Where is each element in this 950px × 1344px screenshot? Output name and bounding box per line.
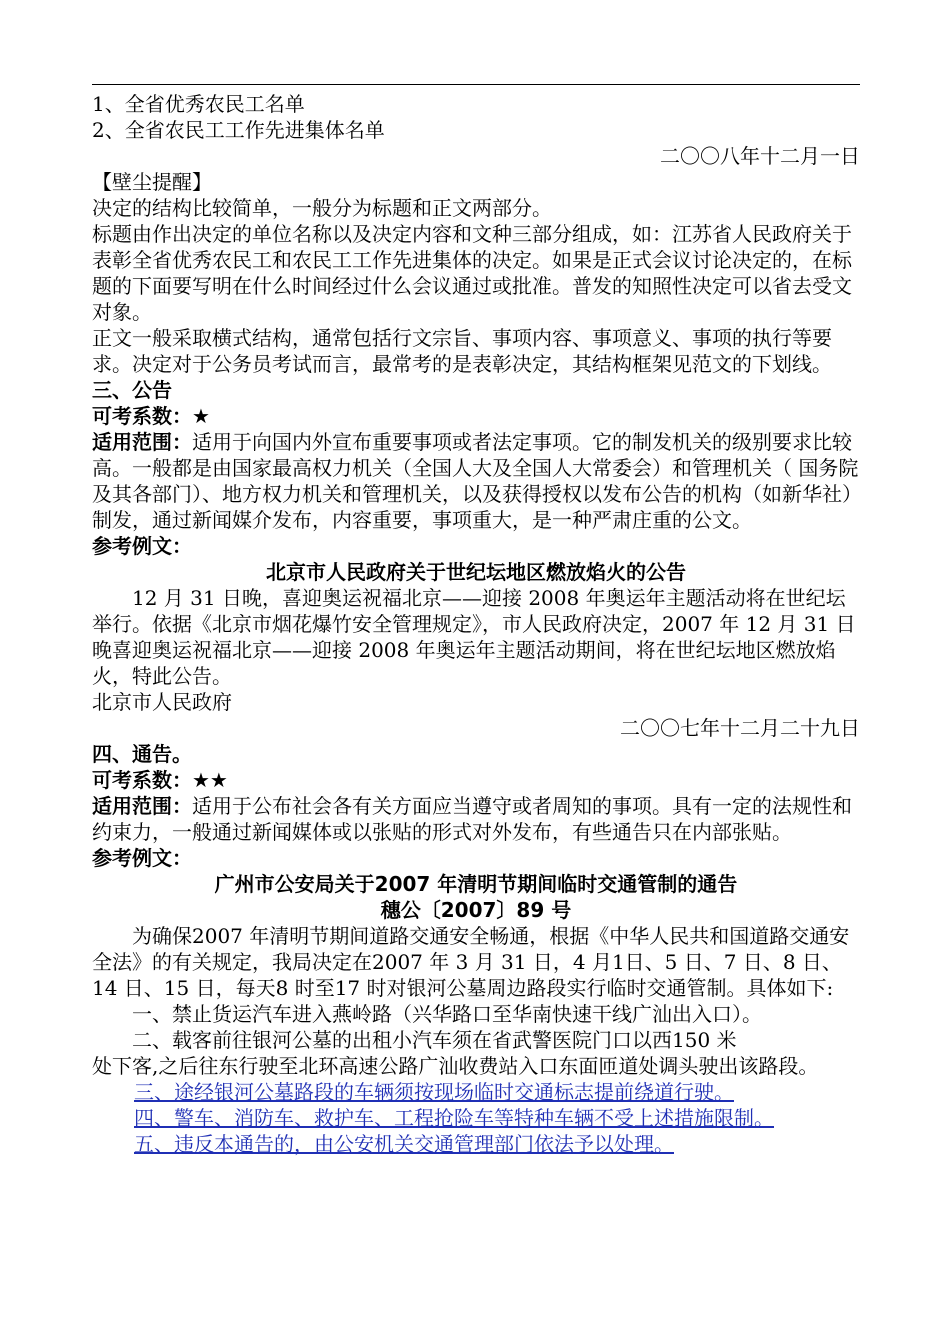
- scope-paragraph: [92, 429, 860, 533]
- coefficient-line: [92, 403, 860, 429]
- section-title: 三、公告: [92, 378, 172, 402]
- scope-text: 适用于公布社会各有关方面应当遵守或者周知的事项。具有一定的法规性和约束力，一般通过新闻媒体或以张贴的形式对外发布，有些通告只在内部张贴。: [92, 794, 852, 844]
- coefficient-label: 可考系数：: [92, 404, 192, 428]
- example-doc-title: 北京市人民政府关于世纪坛地区燃放焰火的公告: [266, 560, 686, 584]
- section-title: 四、通告。: [92, 742, 192, 766]
- decision-date: 二〇〇八年十二月一日: [660, 144, 860, 168]
- measure-item: 一、禁止货运汽车进入燕岭路（兴华路口至华南快速干线广汕出入口）。: [132, 1002, 762, 1026]
- reminder-paragraph: 正文一般采取横式结构，通常包括行文宗旨、事项内容、事项意义、事项的执行等要求。决定对于公务员考试而言，最常考的是表彰决定，其结构框架见范文的下划线。: [92, 326, 832, 376]
- scope-text: 适用于向国内外宣布重要事项或者法定事项。它的制发机关的级别要求比较高。一般都是由国家最高权力机关（全国人大及全国人大常委会）和管理机关（ 国务院及其各部门）、地方权力机关和管理机关，以及获得授权以发布公告的机构（如新华社）制发，通过新闻媒介发布，内容重要，事项重大，是一种严肃庄重的公文。: [92, 430, 859, 532]
- example-doc-title: 广州市公安局关于2007 年清明节期间临时交通管制的通告: [214, 872, 738, 896]
- star-rating: ★: [192, 404, 210, 428]
- list-item: 1、全省优秀农民工名单: [92, 92, 305, 116]
- example-date: 二〇〇七年十二月二十九日: [620, 716, 860, 740]
- underlined-item: 五、违反本通告的，由公安机关交通管理部门依法予以处理。: [134, 1132, 674, 1156]
- reminder-paragraph: 决定的结构比较简单，一般分为标题和正文两部分。: [92, 196, 552, 220]
- measure-item: 二、载客前往银河公墓的出租小汽车须在省武警医院门口以西150 米: [132, 1028, 737, 1052]
- scope-paragraph: [92, 793, 860, 845]
- coefficient-line: [92, 767, 860, 793]
- list-item: 2、全省农民工工作先进集体名单: [92, 118, 385, 142]
- example-label: 参考例文：: [92, 846, 192, 870]
- example-signer: 北京市人民政府: [92, 690, 232, 714]
- measure-item-continued: 处下客,之后往东行驶至北环高速公路广汕收费站入口东面匝道处调头驶出该路段。: [92, 1054, 819, 1078]
- scope-label: 适用范围：: [92, 430, 192, 454]
- header-rule: [92, 84, 860, 85]
- underlined-item: 三、途经银河公墓路段的车辆须按现场临时交通标志提前绕道行驶。: [134, 1080, 734, 1104]
- example-doc-number: 穗公〔2007〕89 号: [380, 898, 572, 922]
- star-rating: ★★: [192, 768, 228, 792]
- document-body: [92, 91, 860, 1157]
- underlined-item: 四、警车、消防车、救护车、工程抢险车等特种车辆不受上述措施限制。: [134, 1106, 774, 1130]
- scope-label: 适用范围：: [92, 794, 192, 818]
- reminder-paragraph: 标题由作出决定的单位名称以及决定内容和文种三部分组成，如：江苏省人民政府关于表彰全省优秀农民工和农民工工作先进集体的决定。如果是正式会议讨论决定的，在标题的下面要写明在什么时间经过什么会议通过或批准。普发的知照性决定可以省去受文对象。: [92, 222, 852, 324]
- reminder-heading: 【壁尘提醒】: [92, 170, 212, 194]
- example-doc-body: 12 月 31 日晚，喜迎奥运祝福北京——迎接 2008 年奥运年主题活动将在世纪坛举行。依据《北京市烟花爆竹安全管理规定》，市人民政府决定，2007 年 12 月 31 日晚喜迎奥运祝福北京——迎接 2008 年奥运年主题活动期间，将在世纪坛地区燃放焰火，特此公告。: [92, 586, 856, 688]
- example-doc-body: 为确保2007 年清明节期间道路交通安全畅通，根据《中华人民共和国道路交通安全法》的有关规定，我局决定在2007 年 3 月 31 日，4 月1日、5 日、7 日、8 日、14 日、15 日，每天8 时至17 时对银河公墓周边路段实行临时交通管制。具体如下:: [92, 924, 850, 1000]
- example-label: 参考例文：: [92, 534, 192, 558]
- coefficient-label: 可考系数：: [92, 768, 192, 792]
